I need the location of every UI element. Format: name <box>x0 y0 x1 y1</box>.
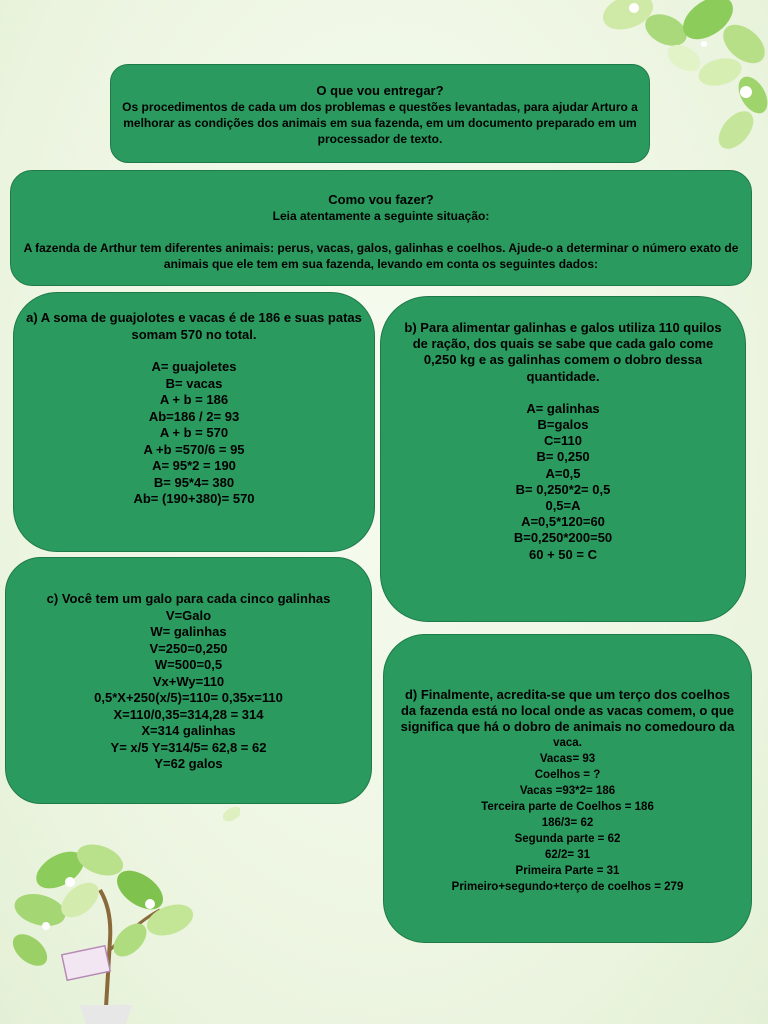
problem-b-step: B= 0,250 <box>536 449 590 465</box>
problem-a-step: A + b = 186 <box>159 392 229 407</box>
problem-a-step: A= 95*2 = 190 <box>152 458 236 473</box>
problem-d-step: Primeira Parte = 31 <box>515 865 620 877</box>
problem-b-question: quantidade. <box>526 368 600 384</box>
deliverable-title: O que vou entregar? <box>316 83 444 98</box>
instructions-line: animais que ele tem em sua fazenda, levando em conta os seguintes dados: <box>163 257 599 271</box>
problem-a-step: A= guajoletes <box>151 359 237 374</box>
problem-a-step: Ab= (190+380)= 570 <box>133 491 255 506</box>
problem-a-step: B= 95*4= 380 <box>153 474 235 490</box>
problem-b-box <box>380 296 746 622</box>
problem-c-step: X=110/0,35=314,28 = 314 <box>113 706 264 722</box>
problem-b-step: A=0,5 <box>545 465 581 481</box>
problem-c-question: c) Você tem um galo para cada cinco galinhas <box>46 591 331 606</box>
problem-d-question: da fazenda está no local onde as vacas comem, o que <box>400 703 735 718</box>
problem-a-question: somam 570 no total. <box>131 326 257 342</box>
problem-c-step: W= galinhas <box>150 624 227 639</box>
problem-d-step: Vacas =93*2= 186 <box>519 785 616 797</box>
problem-a-step: A + b = 570 <box>159 425 229 440</box>
problem-d-question: d) Finalmente, acredita-se que um terço dos coelhos <box>404 687 731 702</box>
problem-d-step: Vacas= 93 <box>539 753 596 765</box>
instructions-title: Como vou fazer? <box>328 192 434 207</box>
problem-d-box <box>383 634 752 943</box>
problem-b-step: A= galinhas <box>526 400 600 416</box>
problem-d-step: Terceira parte de Coelhos = 186 <box>481 801 654 813</box>
potted-plant-icon <box>0 800 240 1024</box>
problem-c-step: W=500=0,5 <box>154 657 223 672</box>
problem-b-step: 0,5=A <box>545 498 581 514</box>
deliverable-line: Os procedimentos de cada um dos problemas e questões levantadas, para ajudar Arturo a <box>122 100 638 114</box>
problem-d-step: 186/3= 62 <box>541 817 594 829</box>
problem-b-question: 0,250 kg e as galinhas comem o dobro dessa <box>423 352 703 368</box>
instructions-subtitle: Leia atentamente a seguinte situação: <box>272 209 490 223</box>
problem-b-question: de ração, dos quais se sabe que cada galo come <box>412 336 714 352</box>
problem-a-step: B= vacas <box>165 375 223 391</box>
problem-c-step: Vx+Wy=110 <box>152 673 225 689</box>
problem-b-step: B=0,250*200=50 <box>513 530 613 546</box>
problem-b-step: B=galos <box>537 417 589 433</box>
deliverable-box <box>110 64 650 163</box>
problem-a-question: a) A soma de guajolotes e vacas é de 186 e suas patas <box>26 310 362 325</box>
problem-b-question: b) Para alimentar galinhas e galos utiliza 110 quilos <box>404 320 722 335</box>
problem-c-step: Y= x/5 Y=314/5= 62,8 = 62 <box>110 739 267 755</box>
problem-b-step: A=0,5*120=60 <box>521 514 605 530</box>
problem-c-step: V=Galo <box>165 607 212 623</box>
problem-c-step: Y=62 galos <box>154 756 223 771</box>
instructions-line: A fazenda de Arthur tem diferentes animais: perus, vacas, galos, galinhas e coelhos. Ajude-o a determinar o número exato de <box>23 241 739 255</box>
deliverable-line: melhorar as condições dos animais em sua fazenda, em um documento preparado em um <box>123 116 637 130</box>
problem-d-question: vaca. <box>553 737 582 749</box>
problem-c-step: 0,5*X+250(x/5)=110= 0,35x=110 <box>94 690 283 705</box>
problem-b-step: B= 0,250*2= 0,5 <box>515 481 611 497</box>
problem-d-step: Segunda parte = 62 <box>514 833 621 845</box>
problem-b-step: C=110 <box>544 433 582 449</box>
problem-a-box <box>13 292 375 552</box>
problem-c-box <box>5 557 372 804</box>
deliverable-line: processador de texto. <box>317 132 443 146</box>
problem-c-step: V=250=0,250 <box>149 640 228 656</box>
instructions-box <box>10 170 752 286</box>
problem-d-step: Primeiro+segundo+terço de coelhos = 279 <box>451 881 684 893</box>
problem-c-step: X=314 galinhas <box>141 723 236 738</box>
problem-a-step: A +b =570/6 = 95 <box>143 441 245 457</box>
problem-d-step: Coelhos = ? <box>534 769 601 781</box>
problem-a-step: Ab=186 / 2= 93 <box>148 408 240 424</box>
problem-b-step: 60 + 50 = C <box>529 546 597 562</box>
problem-d-question: significa que há o dobro de animais no comedouro da <box>400 719 735 734</box>
problem-d-step: 62/2= 31 <box>544 849 591 861</box>
